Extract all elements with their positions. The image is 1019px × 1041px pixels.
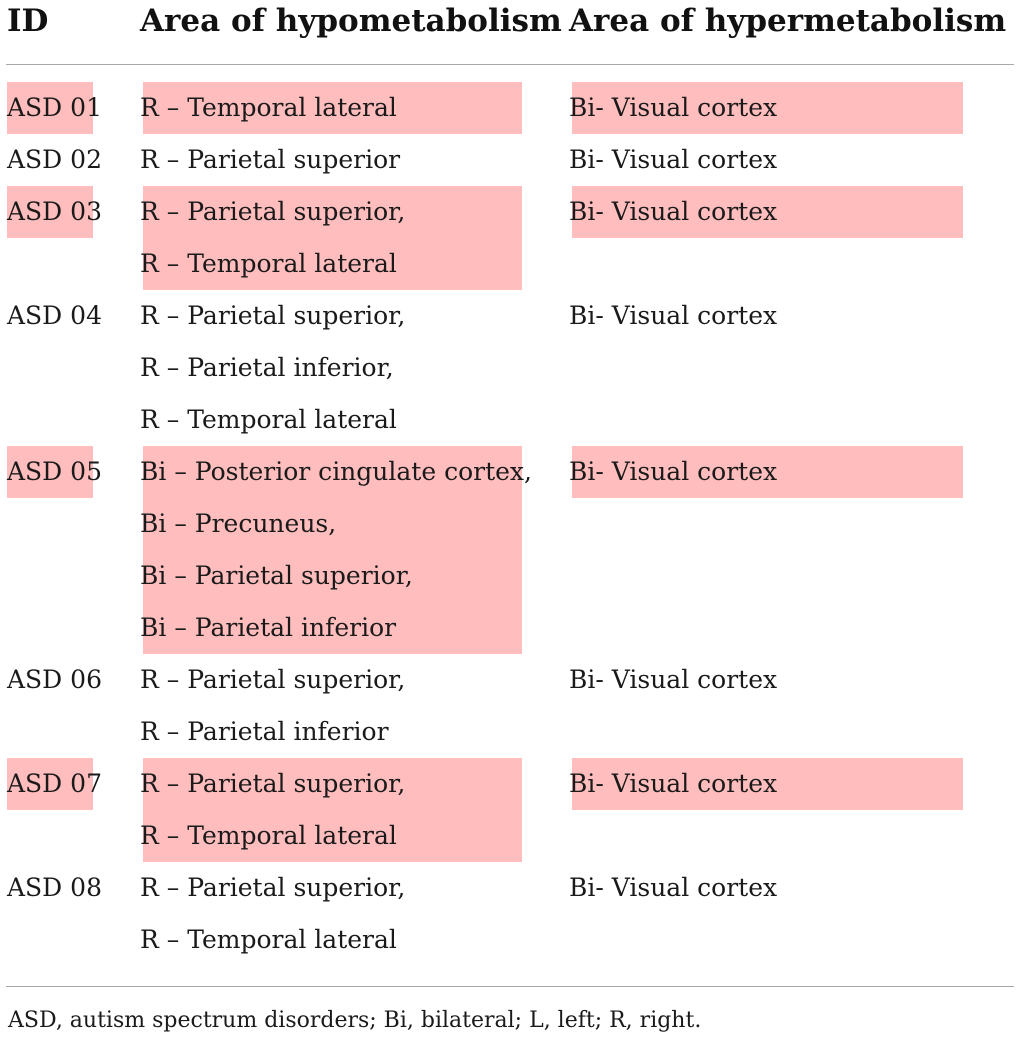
table-row (0, 446, 1019, 654)
cell-hypermetabolism (569, 446, 963, 498)
table-row (0, 654, 1019, 758)
cell-hypermetabolism-text: Bi- Visual cortex (569, 769, 778, 798)
cell-hypermetabolism-text: Bi- Visual cortex (569, 665, 778, 694)
cell-hypometabolism (140, 82, 522, 134)
cell-hypometabolism-line: R – Parietal superior, (140, 301, 406, 330)
cell-id-text: ASD 03 (7, 197, 102, 226)
cell-hypometabolism-line: R – Temporal lateral (140, 821, 397, 850)
cell-hypometabolism (140, 654, 522, 758)
cell-hypometabolism-line: Bi – Parietal inferior (140, 613, 397, 642)
cell-hypometabolism-line: Bi – Precuneus, (140, 509, 337, 538)
cell-id-text: ASD 06 (7, 665, 102, 694)
cell-hypermetabolism (569, 654, 963, 706)
cell-id (7, 290, 102, 342)
cell-hypometabolism (140, 186, 522, 290)
cell-id-text: ASD 04 (7, 301, 102, 330)
cell-hypermetabolism-text: Bi- Visual cortex (569, 873, 778, 902)
cell-hypermetabolism (569, 82, 963, 134)
cell-hypometabolism-line: R – Parietal superior, (140, 197, 406, 226)
cell-hypometabolism-line: Bi – Parietal superior, (140, 561, 413, 590)
cell-hypometabolism-line: R – Parietal inferior, (140, 353, 394, 382)
table-header (0, 0, 1019, 48)
cell-hypermetabolism (569, 186, 963, 238)
cell-id (7, 862, 102, 914)
cell-id-text: ASD 07 (7, 769, 102, 798)
cell-hypometabolism (140, 134, 522, 186)
cell-hypometabolism-line: R – Parietal superior, (140, 769, 406, 798)
cell-hypermetabolism-text: Bi- Visual cortex (569, 145, 778, 174)
header-rule (6, 64, 1014, 65)
cell-id-text: ASD 01 (7, 93, 102, 122)
cell-id (7, 186, 102, 238)
cell-hypermetabolism-text: Bi- Visual cortex (569, 457, 778, 486)
cell-hypermetabolism (569, 758, 963, 810)
cell-id-text: ASD 05 (7, 457, 102, 486)
cell-hypometabolism-line: R – Temporal lateral (140, 249, 397, 278)
table-row (0, 134, 1019, 186)
table-footnote: ASD, autism spectrum disorders; Bi, bilateral; L, left; R, right. (8, 1008, 702, 1033)
cell-id (7, 758, 102, 810)
cell-id (7, 654, 102, 706)
header-hypometabolism: Area of hypometabolism (140, 3, 562, 39)
cell-hypermetabolism-text: Bi- Visual cortex (569, 93, 778, 122)
table-row (0, 862, 1019, 966)
table-row (0, 758, 1019, 862)
footer-rule (6, 986, 1014, 987)
header-id: ID (7, 3, 49, 39)
cell-hypometabolism-line: R – Parietal inferior (140, 717, 389, 746)
header-hypermetabolism: Area of hypermetabolism (569, 3, 1007, 39)
cell-hypometabolism (140, 862, 522, 966)
cell-id-text: ASD 08 (7, 873, 102, 902)
cell-hypometabolism-line: R – Parietal superior, (140, 665, 406, 694)
cell-hypometabolism (140, 446, 532, 654)
table-row (0, 82, 1019, 134)
table-row (0, 186, 1019, 290)
cell-hypermetabolism (569, 290, 963, 342)
cell-id-text: ASD 02 (7, 145, 102, 174)
cell-hypometabolism-line: R – Temporal lateral (140, 925, 397, 954)
cell-hypermetabolism (569, 134, 963, 186)
cell-hypometabolism-line: R – Parietal superior (140, 145, 401, 174)
cell-id (7, 82, 102, 134)
cell-hypermetabolism (569, 862, 963, 914)
cell-hypermetabolism-text: Bi- Visual cortex (569, 197, 778, 226)
cell-hypometabolism-line: R – Parietal superior, (140, 873, 406, 902)
cell-hypometabolism-line: R – Temporal lateral (140, 93, 397, 122)
cell-hypometabolism (140, 290, 522, 446)
table-row (0, 290, 1019, 446)
cell-id (7, 446, 102, 498)
cell-hypometabolism (140, 758, 522, 862)
cell-hypermetabolism-text: Bi- Visual cortex (569, 301, 778, 330)
cell-id (7, 134, 102, 186)
cell-hypometabolism-line: R – Temporal lateral (140, 405, 397, 434)
cell-hypometabolism-line: Bi – Posterior cingulate cortex, (140, 457, 532, 486)
